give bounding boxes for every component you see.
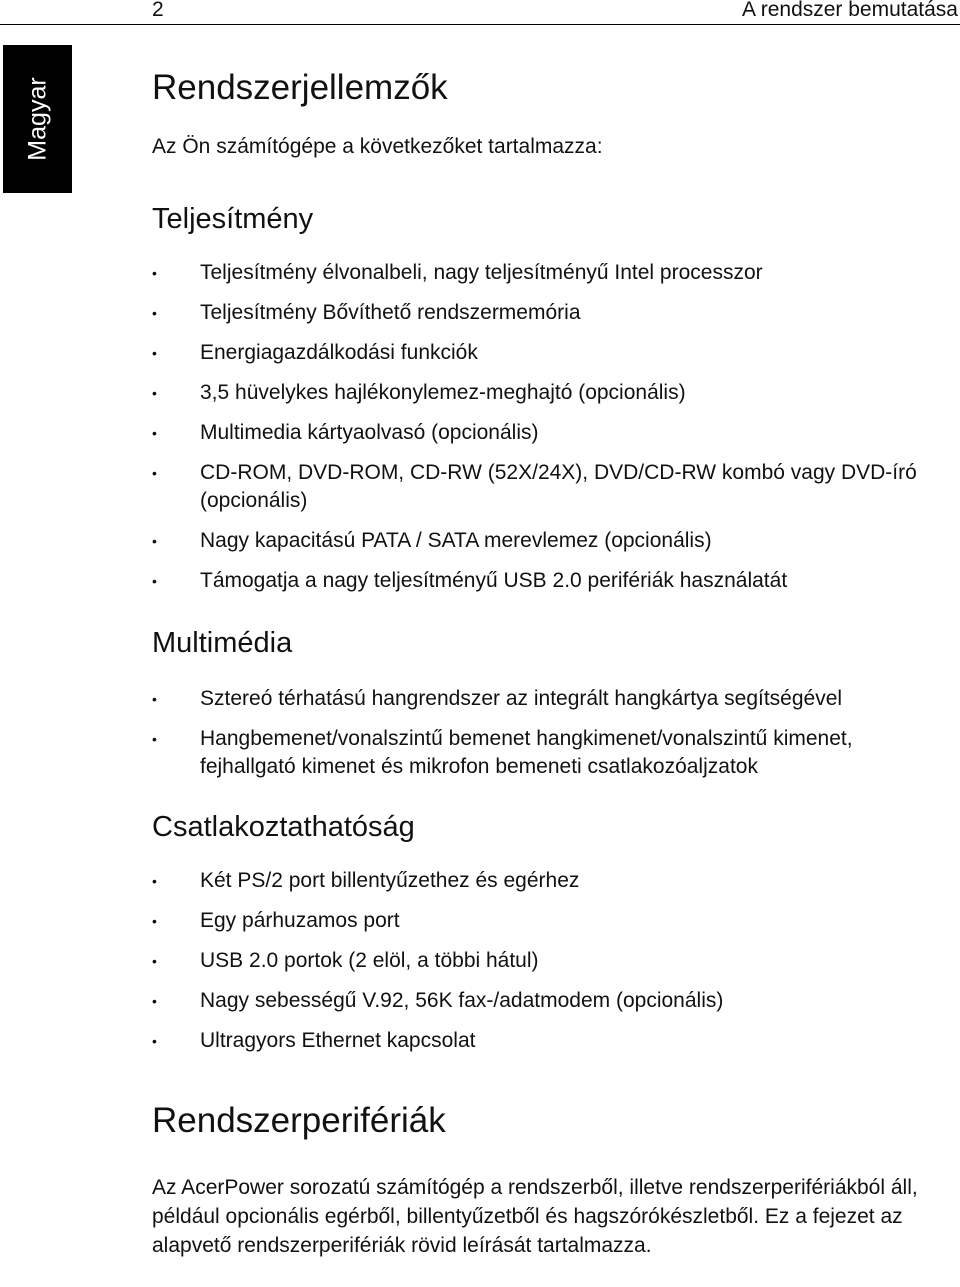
section-heading-performance: Teljesítmény (152, 203, 314, 235)
list-item: • 3,5 hüvelykes hajlékonylemez-meghajtó (opcionális) (152, 379, 952, 407)
section-heading-multimedia: Multimédia (152, 627, 293, 659)
list-item: • Hangbemenet/vonalszintű bemenet hangkimenet/vonalszintű kimenet, fejhallgató kimenet és mikrofon bemeneti csatlakozóaljzatok (152, 725, 952, 781)
connectivity-list (152, 867, 952, 1055)
multimedia-list (152, 685, 952, 781)
performance-list (152, 259, 952, 595)
list-item: • Teljesítmény Bővíthető rendszermemória (152, 299, 952, 327)
list-item: • Multimedia kártyaolvasó (opcionális) (152, 419, 952, 447)
list-item: • Teljesítmény élvonalbeli, nagy teljesítményű Intel processzor (152, 259, 952, 287)
language-tab-label: Magyar (23, 77, 51, 161)
page-title: Rendszerjellemzők (152, 68, 448, 107)
list-item: • Sztereó térhatású hangrendszer az integrált hangkártya segítségével (152, 685, 952, 713)
list-item: • Két PS/2 port billentyűzethez és egérhez (152, 867, 952, 895)
list-item: • Egy párhuzamos port (152, 907, 952, 935)
section-heading-connectivity: Csatlakoztathatóság (152, 811, 415, 843)
page-content (152, 66, 952, 1260)
language-tab (3, 45, 72, 193)
peripherals-text: Az AcerPower sorozatú számítógép a rendszerből, illetve rendszerperifériákból áll, például opcionális egérből, billentyűzetből és hagszórókészletből. Ez a fejezet az alapvető rendszerperifériák rövid leírását tartalmazza. (152, 1176, 918, 1257)
intro-text: Az Ön számítógépe a következőket tartalmazza: (152, 135, 603, 158)
list-item: • CD-ROM, DVD-ROM, CD-RW (52X/24X), DVD/CD-RW kombó vagy DVD-író (opcionális) (152, 459, 952, 515)
page-header (0, 0, 960, 25)
section-heading-peripherals: Rendszerperifériák (152, 1101, 446, 1140)
list-item: • USB 2.0 portok (2 elöl, a többi hátul) (152, 947, 952, 975)
running-title: A rendszer bemutatása (742, 0, 958, 21)
page-number: 2 (152, 0, 164, 21)
list-item: • Ultragyors Ethernet kapcsolat (152, 1027, 952, 1055)
list-item: • Nagy kapacitású PATA / SATA merevlemez (opcionális) (152, 527, 952, 555)
list-item: • Nagy sebességű V.92, 56K fax-/adatmodem (opcionális) (152, 987, 952, 1015)
list-item: • Energiagazdálkodási funkciók (152, 339, 952, 367)
list-item: • Támogatja a nagy teljesítményű USB 2.0 perifériák használatát (152, 567, 952, 595)
